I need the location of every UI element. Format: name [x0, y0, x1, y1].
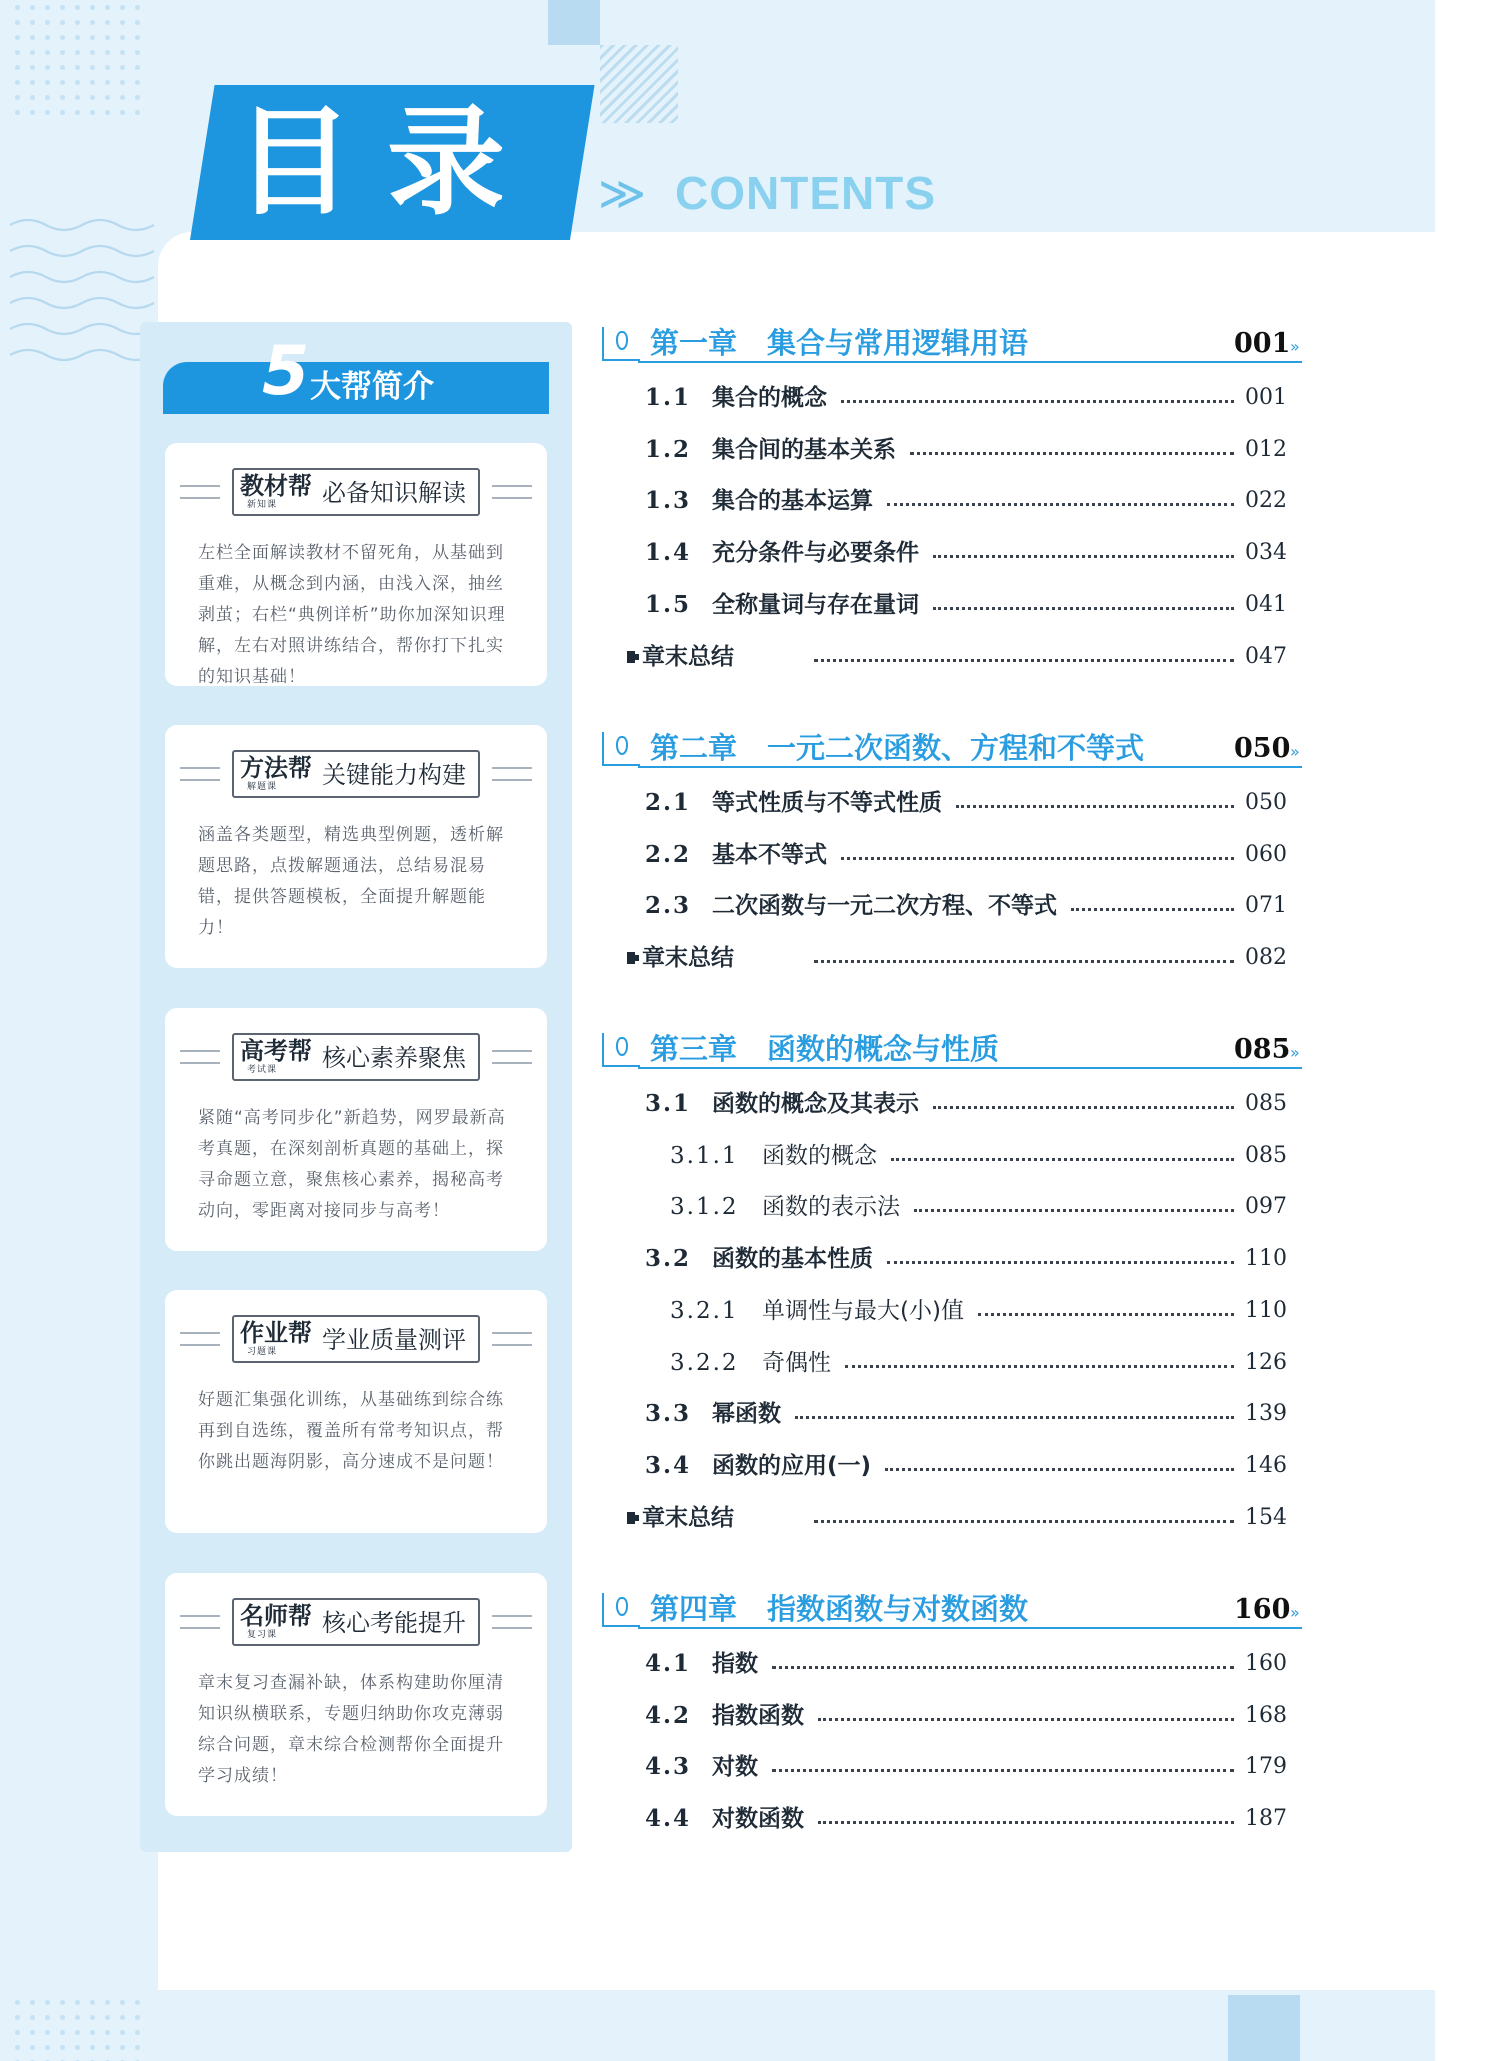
toc-section-row[interactable] — [602, 1649, 1302, 1679]
section-number: 4.3 — [645, 1753, 692, 1780]
section-title: 对数函数 — [712, 1806, 804, 1832]
lightbulb-glyph — [616, 1597, 628, 1616]
divider-lines — [492, 1050, 532, 1064]
divider-lines — [492, 767, 532, 781]
section-page-number: 126 — [1245, 1350, 1287, 1375]
section-page-number: 085 — [1245, 1143, 1287, 1168]
divider-lines — [180, 1332, 220, 1346]
toc-section-row[interactable] — [602, 1348, 1302, 1378]
bookmark-icon — [627, 651, 635, 663]
lightbulb-glyph — [616, 331, 628, 350]
section-number: 4.4 — [645, 1805, 692, 1832]
section-page-number: 041 — [1245, 592, 1287, 617]
dot-leader — [818, 1718, 1234, 1721]
intro-card — [165, 1573, 547, 1816]
dot-pattern-decoration — [10, 1995, 150, 2061]
section-title: 幂函数 — [712, 1401, 781, 1427]
section-title: 充分条件与必要条件 — [712, 540, 919, 566]
dot-leader — [933, 607, 1234, 610]
card-title: 核心素养聚焦 — [322, 1044, 466, 1072]
toc-section-row[interactable] — [602, 486, 1302, 516]
toc-summary-row[interactable] — [602, 642, 1302, 672]
section-number: 2.1 — [645, 789, 692, 816]
dot-leader — [1071, 908, 1234, 911]
section-page-number: 071 — [1245, 893, 1287, 918]
chapter-underline — [638, 766, 1302, 768]
section-number: 1.5 — [645, 591, 692, 618]
square-decoration — [1228, 1995, 1300, 2061]
section-page-number: 110 — [1245, 1298, 1287, 1323]
dot-leader — [914, 1209, 1234, 1212]
section-number: 1.1 — [645, 384, 692, 411]
dot-leader — [814, 659, 1234, 662]
chapter-label: 第二章 — [650, 731, 738, 765]
section-number: 4.1 — [645, 1650, 692, 1677]
dot-leader — [891, 1158, 1234, 1161]
summary-title: 章末总结 — [642, 644, 734, 670]
toc-section-row[interactable] — [602, 1141, 1302, 1171]
section-title: 指数函数 — [712, 1703, 804, 1729]
toc-section-row[interactable] — [602, 538, 1302, 568]
card-title: 学业质量测评 — [322, 1326, 466, 1354]
chapter-title: 集合与常用逻辑用语 — [767, 326, 1029, 360]
card-label-box — [232, 1598, 480, 1646]
card-name: 名师帮 — [240, 1602, 312, 1630]
card-label-box — [232, 1033, 480, 1081]
chapter-page-number: 160 — [1234, 1594, 1291, 1625]
card-description: 章末复习查漏补缺，体系构建助你厘清知识纵横联系，专题归纳助你攻克薄弱综合问题，章末综合检测帮你全面提升学习成绩！ — [198, 1673, 504, 1786]
section-title: 二次函数与一元二次方程、不等式 — [712, 893, 1057, 919]
divider-lines — [180, 767, 220, 781]
section-title: 函数的基本性质 — [712, 1246, 873, 1272]
section-number: 3.4 — [645, 1452, 692, 1479]
toc-section-row[interactable] — [602, 590, 1302, 620]
chapter-title: 一元二次函数、方程和不等式 — [767, 731, 1145, 765]
intro-card — [165, 1290, 547, 1533]
section-number: 4.2 — [645, 1702, 692, 1729]
lightbulb-icon — [602, 1593, 640, 1627]
dot-leader — [978, 1313, 1234, 1316]
section-page-number: 050 — [1245, 790, 1287, 815]
section-number: 3.1 — [645, 1090, 692, 1117]
chapter-underline — [638, 361, 1302, 363]
card-subtag: 解题课 — [247, 782, 278, 792]
summary-page-number: 082 — [1245, 945, 1287, 970]
section-number: 3.2.2 — [670, 1350, 739, 1376]
dot-leader — [795, 1416, 1234, 1419]
toc-section-row[interactable] — [602, 1296, 1302, 1326]
section-page-number: 160 — [1245, 1651, 1287, 1676]
section-page-number: 001 — [1245, 385, 1287, 410]
section-page-number: 022 — [1245, 488, 1287, 513]
card-subtag: 新知课 — [247, 500, 278, 510]
section-number: 1.2 — [645, 436, 692, 463]
right-margin — [1435, 0, 1500, 2061]
toc-section-row[interactable] — [602, 435, 1302, 465]
section-page-number: 139 — [1245, 1401, 1287, 1426]
section-title: 等式性质与不等式性质 — [712, 790, 942, 816]
wave-lines-decoration — [10, 205, 160, 375]
toc-section-row[interactable] — [602, 1752, 1302, 1782]
card-title: 核心考能提升 — [322, 1609, 466, 1637]
section-title: 函数的表示法 — [762, 1194, 900, 1220]
bookmark-icon — [627, 952, 635, 964]
dot-leader — [845, 1365, 1234, 1368]
toc-section-row[interactable] — [602, 1399, 1302, 1429]
dot-leader — [814, 1520, 1234, 1523]
toc-section-row[interactable] — [602, 1701, 1302, 1731]
bottom-tint — [0, 1990, 1435, 2061]
section-title: 集合间的基本关系 — [712, 437, 896, 463]
section-number: 3.1.1 — [670, 1143, 739, 1169]
summary-title: 章末总结 — [642, 1505, 734, 1531]
chapter-page-number: 001 — [1234, 328, 1291, 359]
lightbulb-glyph — [616, 1037, 628, 1056]
card-subtag: 习题课 — [247, 1347, 278, 1357]
section-title: 集合的概念 — [712, 385, 827, 411]
section-page-number: 097 — [1245, 1194, 1287, 1219]
toc-section-row[interactable] — [602, 1192, 1302, 1222]
card-subtag: 复习课 — [247, 1630, 278, 1640]
chapter-heading[interactable] — [602, 1031, 1302, 1071]
dot-leader — [772, 1666, 1234, 1669]
toc-section-row[interactable] — [602, 1244, 1302, 1274]
toc-summary-row[interactable] — [602, 1503, 1302, 1533]
page-title: 目录 — [235, 93, 540, 231]
chapter-page-number: 085 — [1234, 1034, 1291, 1065]
section-title: 指数 — [712, 1651, 758, 1677]
section-title: 全称量词与存在量词 — [712, 592, 919, 618]
intro-card — [165, 443, 547, 686]
summary-title: 章末总结 — [642, 945, 734, 971]
chapter-underline — [638, 1067, 1302, 1069]
dot-leader — [933, 555, 1234, 558]
section-page-number: 012 — [1245, 437, 1287, 462]
chapter-heading[interactable] — [602, 325, 1302, 365]
sidebar-header-title: 大帮简介 — [310, 369, 434, 405]
card-name: 高考帮 — [240, 1037, 312, 1065]
section-title: 对数 — [712, 1754, 758, 1780]
card-label-box — [232, 1315, 480, 1363]
section-number: 3.1.2 — [670, 1194, 739, 1220]
dot-leader — [885, 1468, 1234, 1471]
summary-page-number: 047 — [1245, 644, 1287, 669]
section-page-number: 179 — [1245, 1754, 1287, 1779]
section-number: 3.3 — [645, 1400, 692, 1427]
double-chevron-right-icon: ≫ — [598, 166, 647, 220]
hatch-decoration — [600, 45, 678, 123]
divider-lines — [492, 1332, 532, 1346]
toc-section-row[interactable] — [602, 1804, 1302, 1834]
card-label-box — [232, 468, 480, 516]
dot-leader — [772, 1769, 1234, 1772]
toc-section-row[interactable] — [602, 788, 1302, 818]
section-number: 2.2 — [645, 841, 692, 868]
dot-leader — [887, 503, 1234, 506]
dot-leader — [841, 857, 1234, 860]
section-title: 函数的概念及其表示 — [712, 1091, 919, 1117]
dot-leader — [841, 400, 1234, 403]
toc-section-row[interactable] — [602, 1451, 1302, 1481]
card-subtag: 考试课 — [247, 1065, 278, 1075]
card-description: 紧随“高考同步化”新趋势，网罗最新高考真题，在深刻剖析真题的基础上，探寻命题立意，聚焦核心素养，揭秘高考动向，零距离对接同步与高考！ — [198, 1108, 506, 1221]
divider-lines — [180, 1050, 220, 1064]
section-page-number: 085 — [1245, 1091, 1287, 1116]
sidebar-header-number: 5 — [262, 332, 310, 411]
chapter-title: 指数函数与对数函数 — [767, 1592, 1029, 1626]
intro-card — [165, 1008, 547, 1251]
chapter-label: 第一章 — [650, 326, 738, 360]
section-title: 函数的应用(一) — [712, 1453, 872, 1479]
section-number: 2.3 — [645, 892, 692, 919]
section-title: 函数的概念 — [762, 1143, 877, 1169]
card-name: 作业帮 — [240, 1319, 312, 1347]
chevron-right-icon: » — [1290, 337, 1300, 356]
section-number: 3.2.1 — [670, 1298, 739, 1324]
card-description: 涵盖各类题型，精选典型例题，透析解题思路，点拨解题通法，总结易混易错，提供答题模板，全面提升解题能力！ — [198, 825, 504, 938]
lightbulb-icon — [602, 1033, 640, 1067]
toc-section-row[interactable] — [602, 891, 1302, 921]
chevron-right-icon: » — [1290, 1043, 1300, 1062]
chevron-right-icon: » — [1290, 742, 1300, 761]
divider-lines — [492, 485, 532, 499]
card-title: 必备知识解读 — [322, 479, 466, 507]
card-name: 教材帮 — [240, 472, 312, 500]
section-title: 奇偶性 — [762, 1350, 831, 1376]
card-name: 方法帮 — [240, 754, 312, 782]
dot-leader — [818, 1821, 1234, 1824]
chapter-heading[interactable] — [602, 730, 1302, 770]
chapter-title: 函数的概念与性质 — [767, 1032, 1000, 1066]
intro-card — [165, 725, 547, 968]
section-title: 单调性与最大(小)值 — [762, 1298, 964, 1324]
divider-lines — [180, 485, 220, 499]
toc-section-row[interactable] — [602, 840, 1302, 870]
chapter-label: 第三章 — [650, 1032, 738, 1066]
chapter-label: 第四章 — [650, 1592, 738, 1626]
section-page-number: 060 — [1245, 842, 1287, 867]
section-number: 3.2 — [645, 1245, 692, 1272]
dot-pattern-decoration — [10, 0, 150, 125]
section-page-number: 110 — [1245, 1246, 1287, 1271]
chapter-page-number: 050 — [1234, 733, 1291, 764]
summary-page-number: 154 — [1245, 1505, 1287, 1530]
section-page-number: 187 — [1245, 1806, 1287, 1831]
card-title: 关键能力构建 — [322, 761, 466, 789]
chevron-right-icon: » — [1290, 1603, 1300, 1622]
card-label-box — [232, 750, 480, 798]
dot-leader — [910, 452, 1234, 455]
card-description: 好题汇集强化训练，从基础练到综合练再到自选练，覆盖所有常考知识点，帮你跳出题海阴影，高分速成不是问题！ — [198, 1390, 504, 1472]
divider-lines — [180, 1615, 220, 1629]
lightbulb-icon — [602, 732, 640, 766]
section-number: 1.4 — [645, 539, 692, 566]
section-page-number: 034 — [1245, 540, 1287, 565]
section-page-number: 146 — [1245, 1453, 1287, 1478]
page-subtitle: CONTENTS — [675, 167, 936, 219]
square-decoration — [548, 0, 600, 45]
toc-section-row[interactable] — [602, 1089, 1302, 1119]
toc-summary-row[interactable] — [602, 943, 1302, 973]
card-description: 左栏全面解读教材不留死角，从基础到重难，从概念到内涵，由浅入深，抽丝剥茧；右栏“典例详析”助你加深知识理解，左右对照讲练结合，帮你打下扎实的知识基础！ — [198, 543, 506, 687]
section-number: 1.3 — [645, 487, 692, 514]
lightbulb-icon — [602, 327, 640, 361]
dot-leader — [933, 1106, 1234, 1109]
section-page-number: 168 — [1245, 1703, 1287, 1728]
bookmark-icon — [627, 1512, 635, 1524]
lightbulb-glyph — [616, 736, 628, 755]
chapter-heading[interactable] — [602, 1591, 1302, 1631]
chapter-underline — [638, 1627, 1302, 1629]
toc-section-row[interactable] — [602, 383, 1302, 413]
dot-leader — [887, 1261, 1234, 1264]
section-title: 集合的基本运算 — [712, 488, 873, 514]
divider-lines — [492, 1615, 532, 1629]
dot-leader — [956, 805, 1234, 808]
dot-leader — [814, 960, 1234, 963]
section-title: 基本不等式 — [712, 842, 827, 868]
